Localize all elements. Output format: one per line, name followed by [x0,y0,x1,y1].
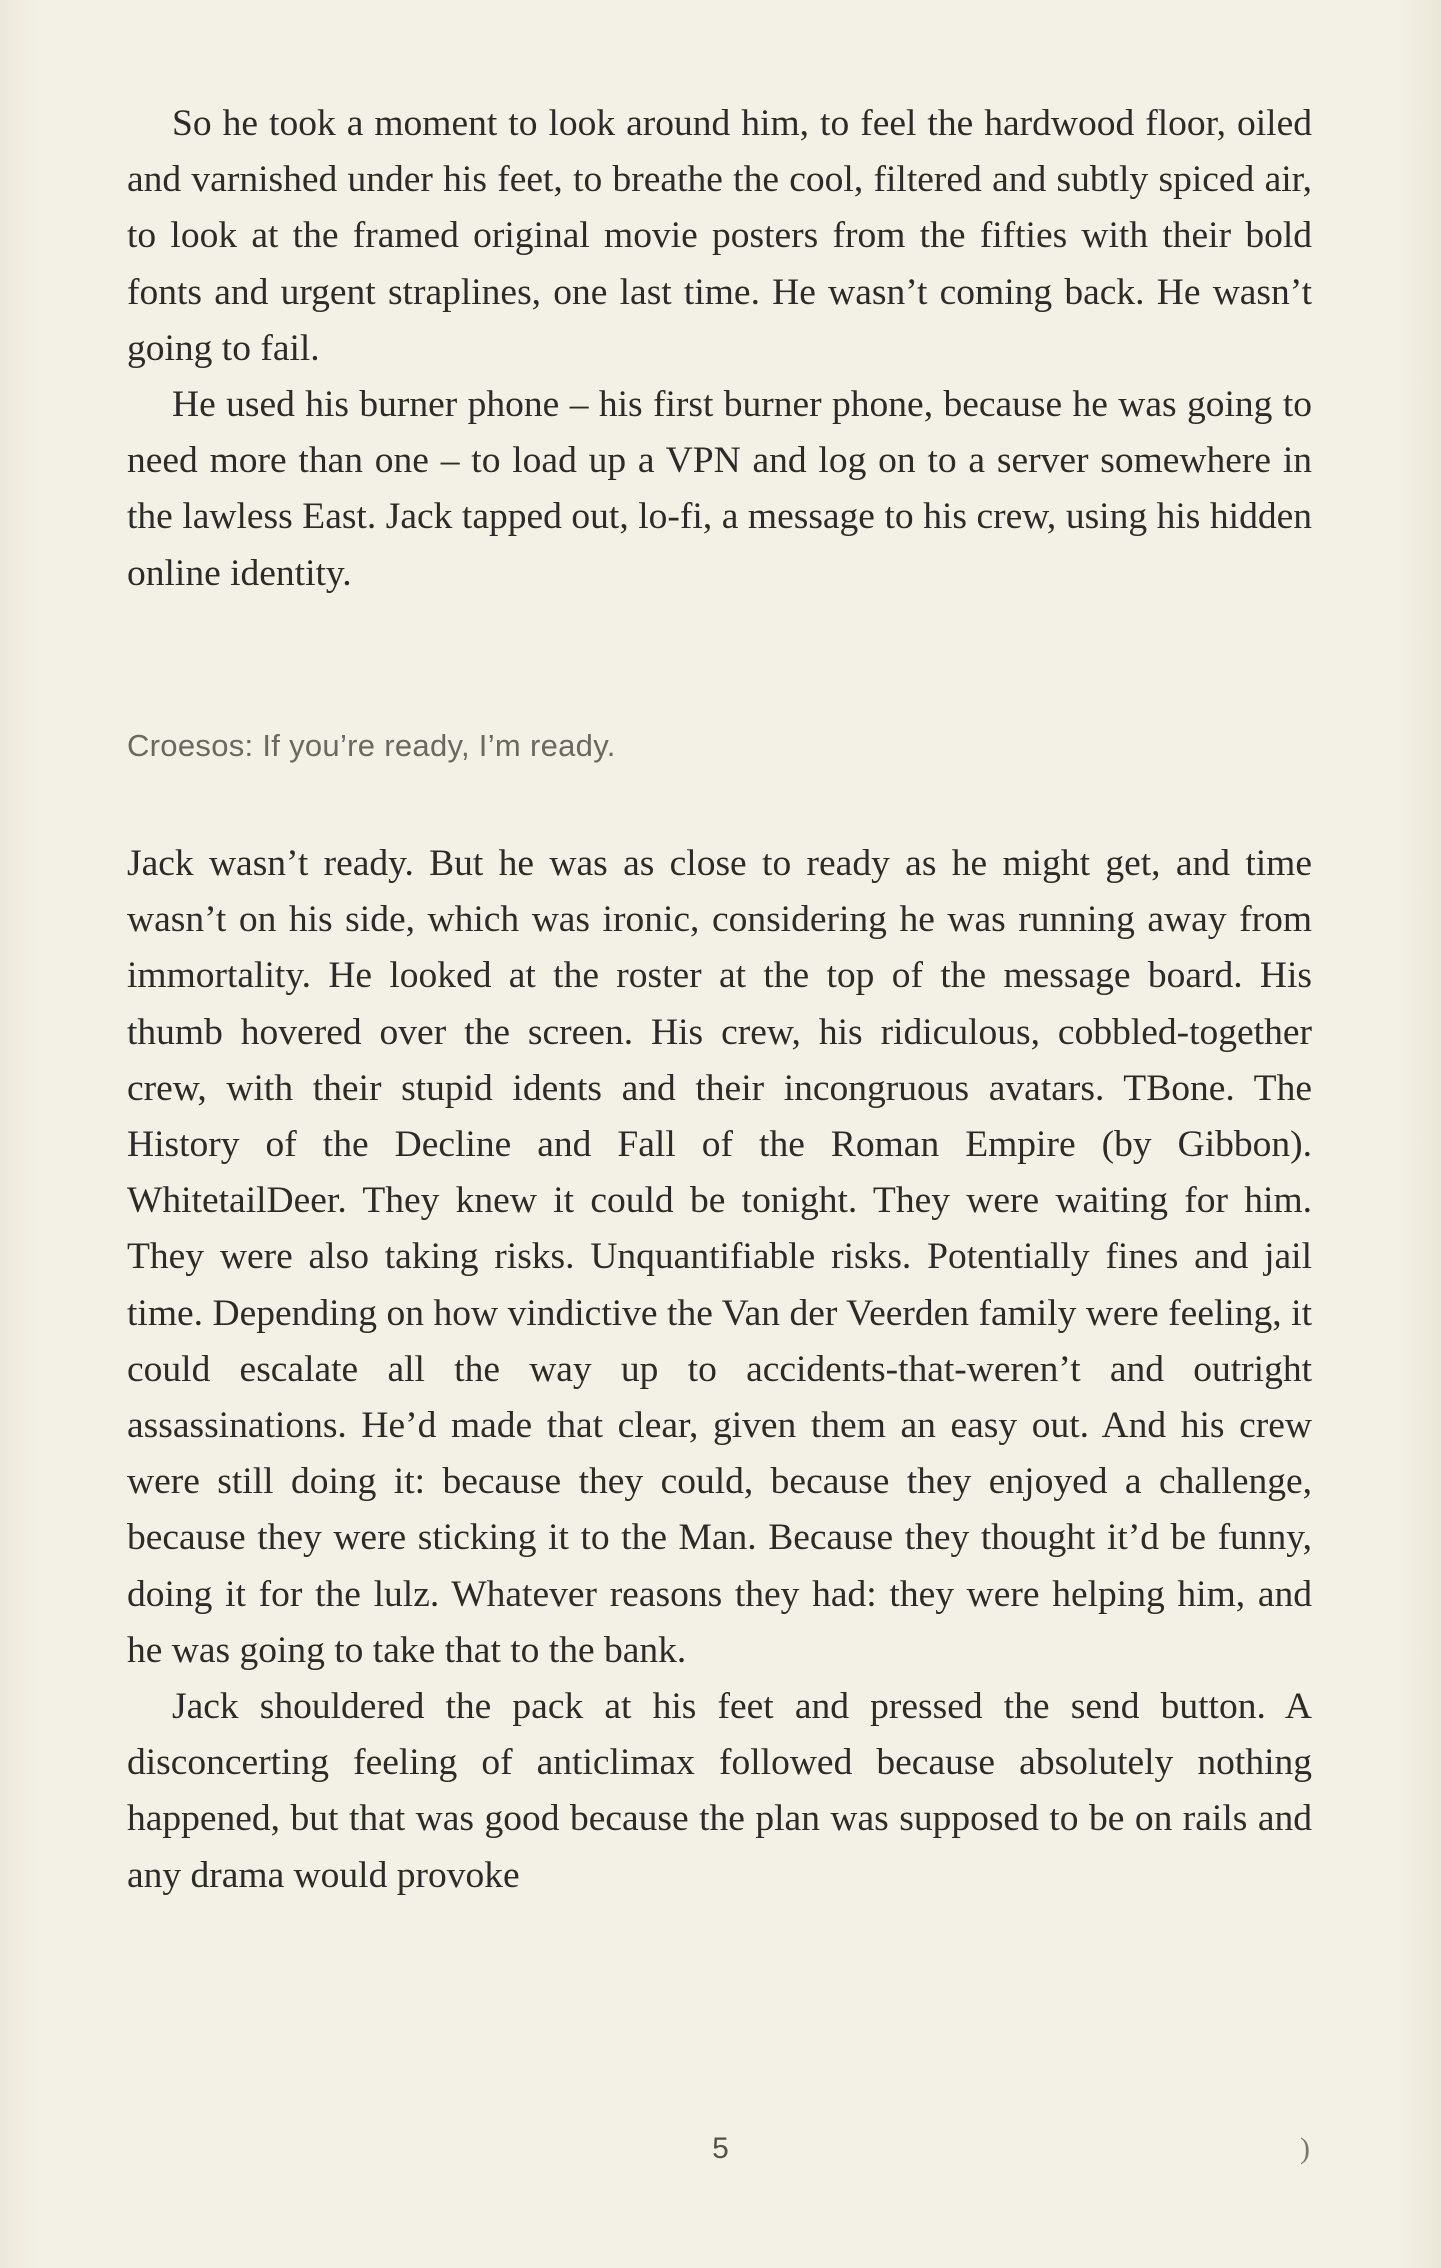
paragraph: Jack shouldered the pack at his feet and pressed the send button. A disconcerting feeling of anticlimax followed because absolutely nothing happened, but that was good because the plan was supposed to be on rails and any drama would provoke [127,1686,1312,1896]
text-block-bottom [127,836,1312,1904]
paragraph: So he took a moment to look around him, to feel the hardwood floor, oiled and varnished under his feet, to breathe the cool, filtered and subtly spiced air, to look at the framed original movie posters from the fifties with their bold fonts and urgent straplines, one last time. He wasn’t coming back. He wasn’t going to fail. [127,103,1312,369]
paragraph: Jack wasn’t ready. But he was as close to ready as he might get, and time wasn’t on his side, which was ironic, considering he was running away from immortality. He looked at the roster at the top of the message board. His thumb hovered over the screen. His crew, his ridiculous, cobbled-together crew, with their stupid idents and their incongruous avatars. TBone. The History of the Decline and Fall of the Roman Empire (by Gibbon). WhitetailDeer. They knew it could be tonight. They were waiting for him. They were also taking risks. Unquantifiable risks. Potentially fines and jail time. Depending on how vindictive the Van der Veerden family were feeling, it could escalate all the way up to accidents-that-weren’t and outright assassinations. He’d made that clear, given them an easy out. And his crew were still doing it: because they could, because they enjoyed a challenge, because they were sticking it to the Man. Because they thought it’d be funny, doing it for the lulz. Whatever reasons they had: they were helping him, and he was going to take that to the bank. [127,843,1312,1671]
paragraph: He used his burner phone – his first burner phone, because he was going to need more than one – to load up a VPN and log on to a server somewhere in the lawless East. Jack tapped out, lo-fi, a message to his crew, using his hidden online identity. [127,384,1312,594]
chat-message-line: Croesos: If you’re ready, I’m ready. [127,728,616,763]
page-number: 5 [712,2132,729,2165]
page-edge-mark: ) [1300,2132,1310,2165]
text-block-top [127,96,1312,602]
